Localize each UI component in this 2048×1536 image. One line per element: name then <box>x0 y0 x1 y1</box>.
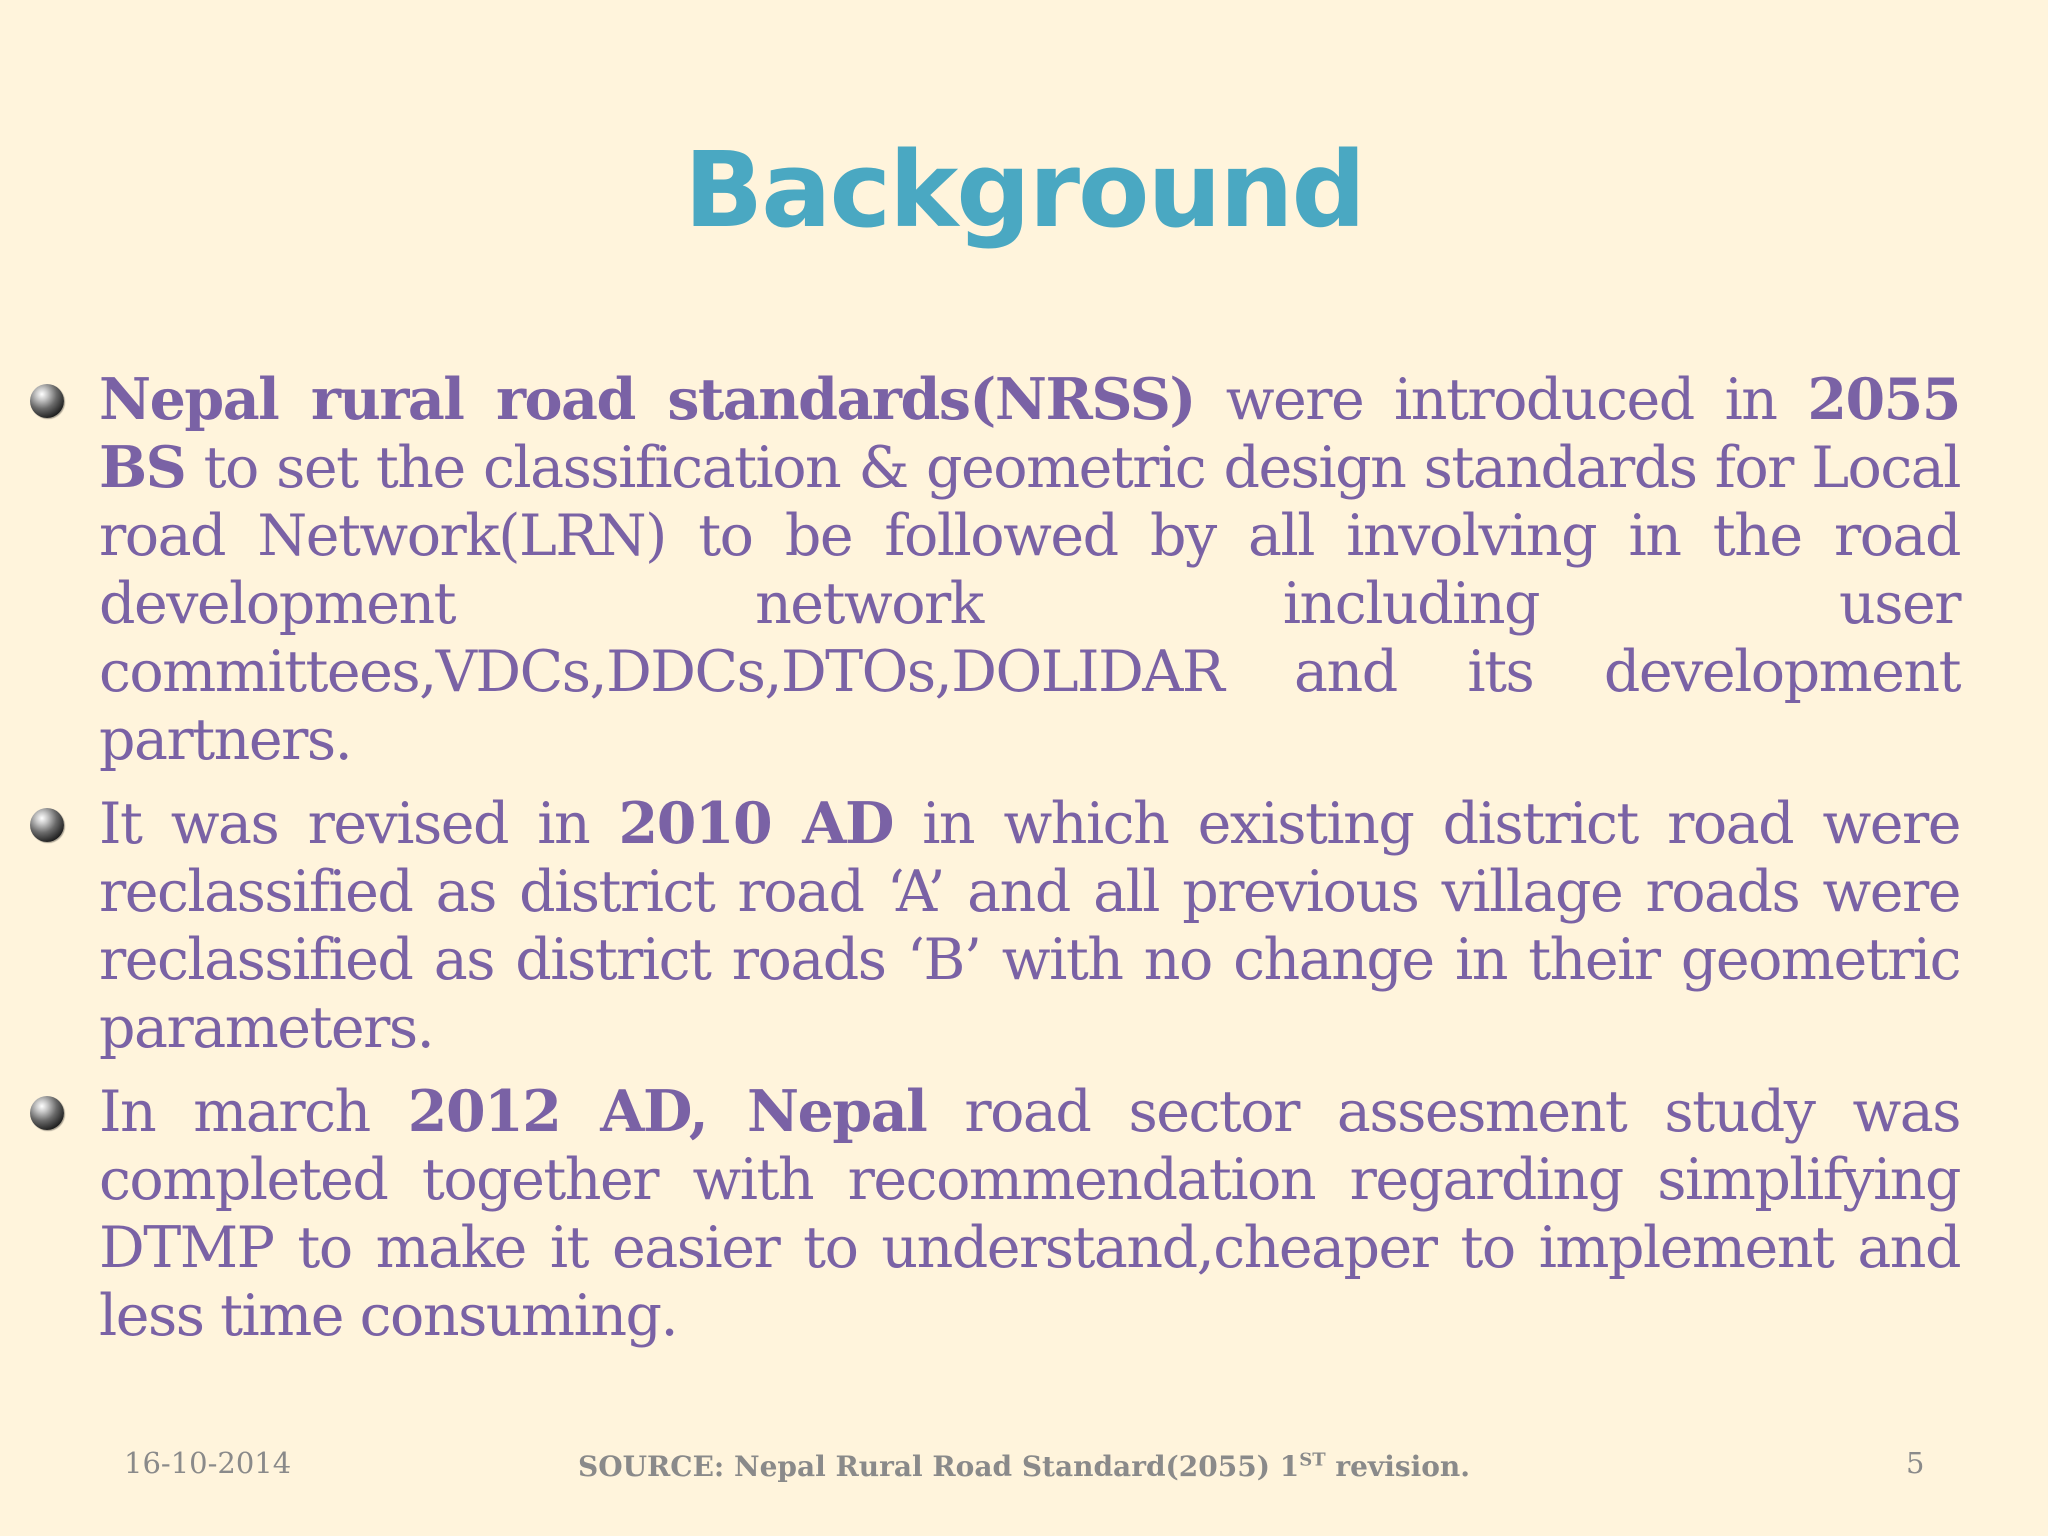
sphere-bullet-icon <box>30 1096 64 1130</box>
footer-source-tail: revision. <box>1325 1450 1471 1483</box>
footer-date: 16-10-2014 <box>124 1446 292 1480</box>
footer-source-superscript: ST <box>1299 1449 1326 1471</box>
footer-source-text: SOURCE: Nepal Rural Road Standard(2055) 1 <box>577 1450 1300 1483</box>
bullet-text: in which existing district road were reclassified as district road ‘A’ and all previous village roads were reclassified as district roads ‘B’ with no change in their geometric parameters. <box>99 791 1960 1061</box>
sphere-bullet-icon <box>30 808 64 842</box>
footer-source <box>0 1450 2048 1483</box>
bullet-item-nrss <box>30 366 1960 774</box>
bullet-text: to set the classification & geometric design standards for Local road Network(LRN) to be followed by all involving in the road development network including user committees,VDCs,DDCs,DTOs,DOLIDAR and its development partners. <box>99 435 1960 773</box>
bullet-text: road sector assesment study was completed together with recommendation regarding simplifying DTMP to make it easier to understand,cheaper to implement and less time consuming. <box>99 1079 1960 1349</box>
bullet-item-study-2012 <box>30 1078 1960 1350</box>
bullet-text: In march <box>99 1079 408 1145</box>
bullet-list <box>30 366 1960 1366</box>
bullet-text: It was revised in <box>99 791 619 857</box>
bullet-bold-text: 2055 BS <box>99 366 1960 501</box>
page-number: 5 <box>1906 1446 1925 1480</box>
bullet-bold-text: Nepal rural road standards(NRSS) <box>99 366 1195 433</box>
bullet-item-revision-2010 <box>30 790 1960 1062</box>
bullet-bold-text: 2012 AD, Nepal <box>407 1078 927 1145</box>
bullet-bold-text: 2010 AD <box>618 790 893 857</box>
bullet-text: were introduced in <box>1194 367 1808 433</box>
sphere-bullet-icon <box>30 384 64 418</box>
slide-title: Background <box>684 129 1364 251</box>
